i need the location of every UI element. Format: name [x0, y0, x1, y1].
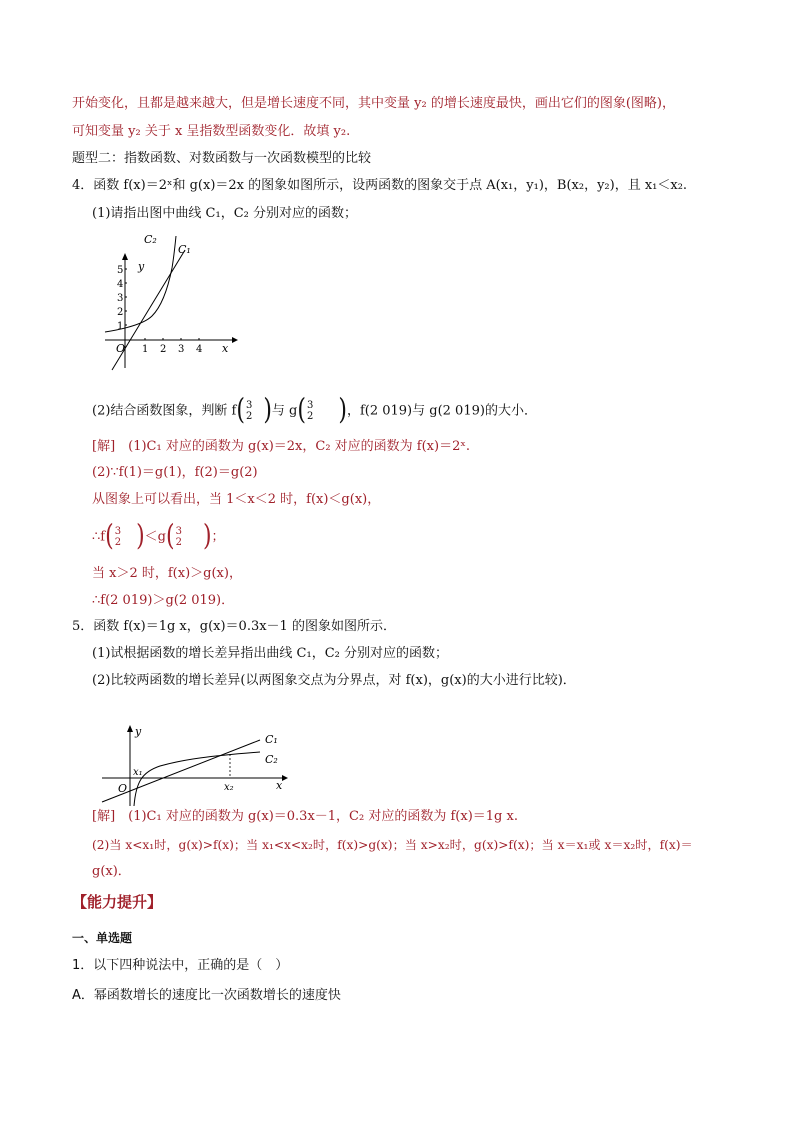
q4-ytick: 1 [117, 321, 124, 332]
q4-xtick: 1 [142, 344, 149, 355]
q5-label-c2: C₂ [265, 753, 278, 766]
q4-xtick: 2 [160, 344, 167, 355]
fraction: 3 2 [114, 526, 122, 548]
q5-curve-c2 [134, 752, 260, 806]
q4-part2: (2)结合函数图象，判断 f( 3 2 )与 g( 3 2 )，f(2 019)与 g(2 019)的大小． [92, 394, 537, 427]
mc-heading: 一、单选题 [72, 931, 133, 945]
fraction: 3 2 [175, 526, 182, 548]
q4-label-c1: C₁ [178, 243, 191, 256]
q4-xtick: 3 [178, 344, 185, 355]
q4-label-x: x [222, 342, 229, 355]
q5-part2: (2)比较两函数的增长差异(以两图象交点为分界点，对 f(x)，g(x)的大小进行比较)． [92, 673, 576, 688]
q4-label-y: y [138, 260, 145, 273]
intro-line-2: 可知变量 y₂ 关于 x 呈指数型函数变化．故填 y₂. [72, 124, 351, 139]
q4-curve-c2 [105, 236, 176, 332]
q4-part1: (1)请指出图中曲线 C₁，C₂ 分别对应的函数； [92, 206, 357, 221]
q4-label-o: O [116, 342, 126, 355]
q5-label-o: O [118, 782, 128, 795]
q4-ytick: 2 [117, 307, 124, 318]
q5-sol-2: (2)当 x<x₁时，g(x)>f(x)；当 x₁<x<x₂时，f(x)>g(x)；当 x>x₂时，g(x)>f(x)；当 x＝x₁或 x＝x₂时，f(x)＝ [92, 838, 693, 852]
q5-label-x2: x₂ [224, 782, 234, 793]
intro-line-1: 开始变化，且都是越来越大，但是增长速度不同，其中变量 y₂ 的增长速度最快，画出它们的图象(图略)， [72, 96, 675, 111]
q5-label-x: x [276, 779, 283, 792]
q4-ytick: 4 [117, 279, 124, 290]
q4-label-c2: C₂ [144, 233, 157, 246]
q4-part2-b: 与 g [271, 403, 298, 419]
q5-sol-3: g(x)． [92, 864, 131, 879]
q4-sol-2: (2)∵f(1)＝g(1)，f(2)＝g(2) [92, 465, 258, 480]
fraction: 3 2 [245, 400, 253, 422]
q4-sol-4: ∴f( 3 2 )＜g( 3 2 )； [92, 520, 225, 553]
q4-stem: 4．函数 f(x)＝2ˣ和 g(x)＝2x 的图象如图所示，设两函数的图象交于点 A(x₁，y₁)，B(x₂，y₂)，且 x₁＜x₂. [72, 178, 688, 193]
q4-graph [100, 228, 240, 378]
q5-part1: (1)试根据函数的增长差异指出曲线 C₁，C₂ 分别对应的函数； [92, 646, 448, 661]
section-title: 题型二：指数函数、对数函数与一次函数模型的比较 [72, 151, 372, 166]
q5-stem: 5．函数 f(x)＝1g x，g(x)＝0.3x－1 的图象如图所示． [72, 619, 396, 634]
q4-sol-3: 从图象上可以看出，当 1＜x＜2 时，f(x)＜g(x)， [92, 492, 381, 507]
q4-sol-1: [解] (1)C₁ 对应的函数为 g(x)＝2x，C₂ 对应的函数为 f(x)＝2ˣ. [92, 439, 471, 454]
mc-question-1: 1．以下四种说法中，正确的是（ ） [72, 958, 289, 973]
q4-ytick: 5 [117, 265, 124, 276]
q4-sol-6: ∴f(2 019)＞g(2 019)． [92, 593, 235, 608]
q5-sol-1: [解] (1)C₁ 对应的函数为 g(x)＝0.3x－1，C₂ 对应的函数为 f(x)＝1g x. [92, 809, 518, 824]
q5-graph [100, 722, 300, 808]
q4-part2-a: (2)结合函数图象，判断 f [92, 403, 237, 419]
q4-xtick: 4 [196, 344, 203, 355]
q4-sol-5: 当 x＞2 时，f(x)＞g(x)， [92, 566, 242, 581]
q4-ytick: 3 [117, 293, 124, 304]
q5-label-y: y [135, 725, 142, 738]
q5-label-x1: x₁ [133, 767, 143, 778]
q5-label-c1: C₁ [265, 733, 278, 746]
q4-part2-c: ，f(2 019)与 g(2 019)的大小． [346, 403, 537, 419]
ability-heading: 【能力提升】 [72, 893, 163, 911]
mc-option-a: A．幂函数增长的速度比一次函数增长的速度快 [72, 988, 341, 1003]
fraction: 3 2 [306, 400, 314, 422]
